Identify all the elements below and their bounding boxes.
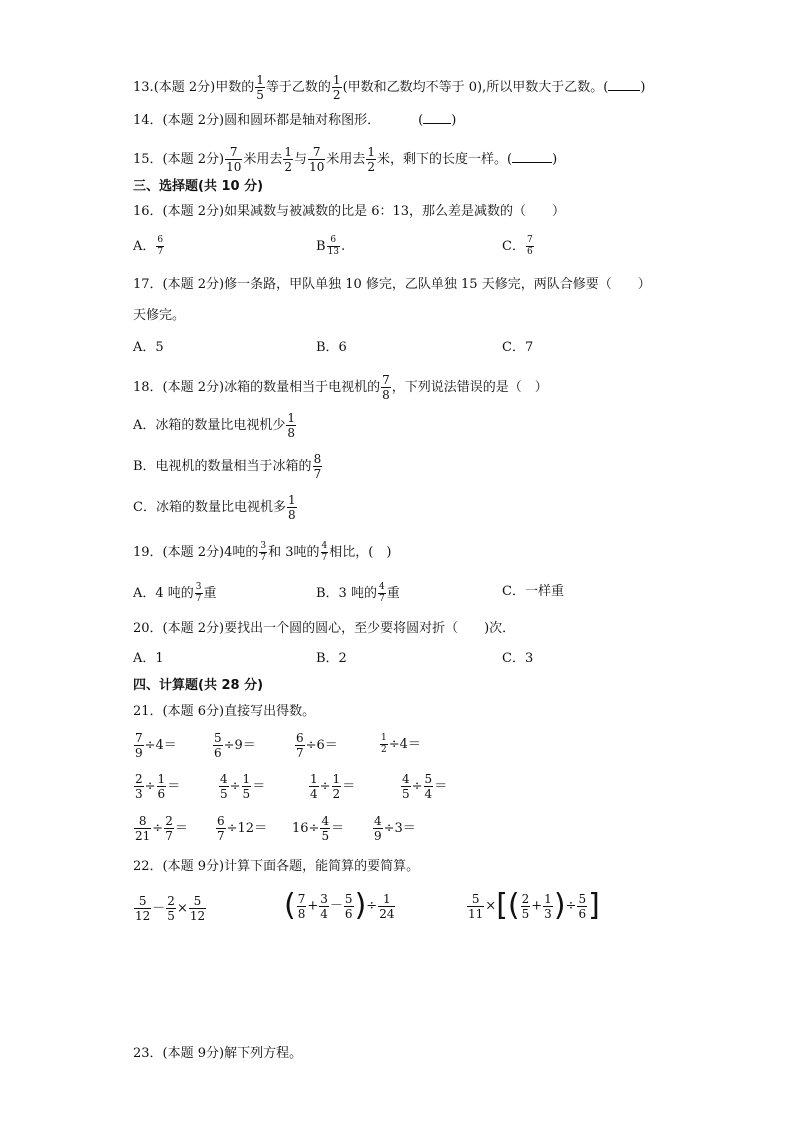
question-17-stem-cont: 天修完。 [133,308,186,323]
option-b[interactable]: B．电视机的数量相当于冰箱的 $\frac{8}{7}$ [133,452,322,481]
score-tag: (本题 2分) [153,80,216,95]
fraction: $\frac{1}{5}$ [256,73,264,102]
question-17-stem: 17．(本题 2分)修一条路，甲队单独 10 修完，乙队单独 15 天修完，两队合修要（ ） [133,277,651,292]
fraction: $\frac{7}{10}$ [226,145,242,174]
option-b[interactable]: B．6 [316,340,347,355]
calc-item: $\frac{7}{9}$ ÷4＝ [135,731,177,760]
question-number: 13. [133,80,154,95]
calc-item: $\frac{4}{5}$ ÷ $\frac{5}{4}$ ＝ [402,772,448,801]
calc-item: $\frac{4}{5}$ ÷ $\frac{1}{5}$ ＝ [220,772,266,801]
score-tag: (本题 2分) [162,152,225,167]
option-c[interactable]: C．3 [502,651,534,666]
fraction: $\frac{6}{7}$ [157,235,164,257]
fraction: $\frac{6}{13}$ [327,235,340,257]
calc-item: $\frac{6}{7}$ ÷6＝ [296,731,338,760]
option-c[interactable]: C． $\frac{7}{6}$ [502,235,533,257]
answer-blank[interactable] [512,151,552,163]
question-16-stem: 16．(本题 2分)如果减数与被减数的比是 6：13，那么差是减数的（ ） [133,204,566,219]
option-a[interactable]: A．1 [133,651,164,666]
fraction: $\frac{7}{10}$ [309,145,325,174]
option-b[interactable]: B．2 [316,651,347,666]
option-b[interactable]: B $\frac{6}{13}$ . [316,235,346,257]
question-19-stem: 19．(本题 2分)4吨的 $\frac{3}{7}$ 和 3吨的 $\frac{4}{7}$ 相比，( ) [133,541,392,563]
calc-item: $\frac{2}{3}$ ÷ $\frac{1}{6}$ ＝ [135,772,181,801]
option-c[interactable]: C．冰箱的数量比电视机多 $\frac{1}{8}$ [133,493,296,522]
option-a[interactable]: A． $\frac{6}{7}$ [133,235,164,257]
calc-item: $\frac{4}{9}$ ÷3＝ [374,814,416,843]
fraction: $\frac{7}{8}$ [382,373,390,402]
question-14: 14．(本题 2分)圆和圆环都是轴对称图形． ( ) [133,113,457,128]
score-tag: (本题 2分) [162,113,225,128]
question-number: 15． [133,152,163,167]
section-heading-choice: 三、选择题(共 10 分) [133,179,264,194]
fraction: $\frac{1}{8}$ [287,493,296,522]
answer-blank[interactable] [608,79,640,91]
calc-item: $\frac{6}{7}$ ÷12＝ [217,814,268,843]
fraction: $\frac{3}{7}$ [260,541,267,563]
question-number: 14． [133,113,163,128]
question-20-stem: 20．(本题 2分)要找出一个圆的圆心，至少要将圆对折（ )次． [133,621,516,636]
option-b[interactable]: B．3 吨的 $\frac{4}{7}$ 重 [316,582,400,604]
option-c[interactable]: C．7 [502,340,534,355]
answer-blank[interactable] [423,112,451,124]
fraction: $\frac{1}{2}$ [332,73,341,102]
calc-item: $\frac{8}{21}$ ÷ $\frac{2}{7}$ ＝ [135,814,188,843]
option-a[interactable]: A．5 [133,340,164,355]
calc-item: 16÷ $\frac{4}{5}$ ＝ [292,814,345,843]
fraction: $\frac{1}{2}$ [284,145,293,174]
section-heading-calc: 四、计算题(共 28 分) [133,678,264,693]
question-15: 15．(本题 2分) $\frac{7}{10}$ 米用去 $\frac{1}{2}$ 与 $\frac{7}{10}$ 米用去 $\frac{1}{2}$ 米，剩下的长度一样。( ) [133,145,558,174]
fraction: $\frac{7}{6}$ [526,235,533,257]
fraction: $\frac{1}{2}$ [367,145,375,174]
question-18-stem: 18．(本题 2分)冰箱的数量相当于电视机的 $\frac{7}{8}$ ，下列说法错误的是（ ） [133,373,548,402]
calc-expression: $\frac{5}{12}$ － $\frac{2}{5}$ × $\frac{5}{12}$ [135,894,206,923]
option-a[interactable]: A．冰箱的数量比电视机少 $\frac{1}{8}$ [133,411,296,440]
fraction: $\frac{4}{7}$ [321,541,328,563]
question-21-stem: 21．(本题 6分)直接写出得数。 [133,704,316,719]
fraction: $\frac{8}{7}$ [313,452,322,481]
fraction: $\frac{1}{8}$ [287,411,296,440]
calc-item: $\frac{5}{6}$ ÷9＝ [214,731,256,760]
fraction: $\frac{3}{7}$ [195,582,202,604]
calc-expression: $\frac{5}{11}$ ×[( $\frac{2}{5}$ + $\frac{1}{3}$ )÷ $\frac{5}{6}$ ] [468,888,600,923]
option-a[interactable]: A．4 吨的 $\frac{3}{7}$ 重 [133,582,217,604]
calc-item: $\frac{1}{4}$ ÷ $\frac{1}{2}$ ＝ [310,772,356,801]
question-22-stem: 22．(本题 9分)计算下面各题，能简算的要简算。 [133,859,420,874]
question-13: 13.(本题 2分)甲数的 $\frac{1}{5}$ 等于乙数的 $\frac{1}{2}$ (甲数和乙数均不等于 0),所以甲数大于乙数。( ) [133,73,646,102]
calc-item: $\frac{1}{2}$ ÷4＝ [381,733,421,755]
option-c[interactable]: C．一样重 [502,584,564,599]
calc-expression: ( $\frac{7}{8}$ + $\frac{3}{4}$ － $\frac{5}{6}$ )÷ $\frac{1}{24}$ [284,888,395,923]
fraction: $\frac{4}{7}$ [378,582,385,604]
question-23-stem: 23．(本题 9分)解下列方程。 [133,1046,303,1061]
